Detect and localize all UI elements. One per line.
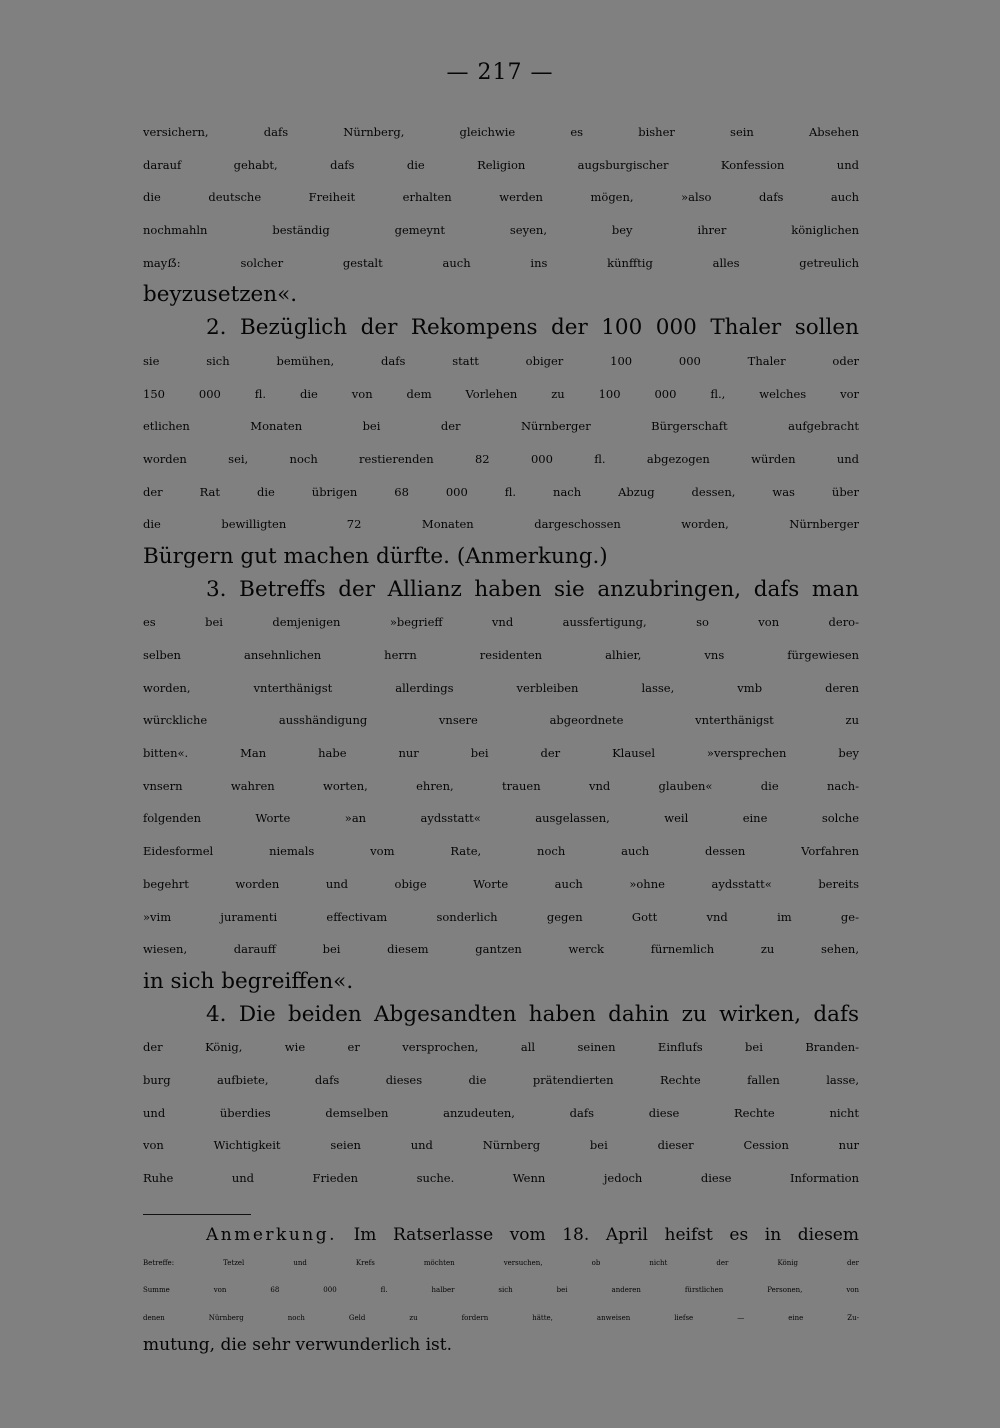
footnote-line (143, 1222, 859, 1250)
footnote-text: Im Ratserlasse vom 18. April heifst es in diesem (337, 1225, 859, 1245)
page-number: — 217 — (446, 60, 554, 85)
text-line: 4. Die beiden Abgesandten haben dahin zu wirken, dafs (206, 1001, 859, 1027)
text-line: Bürgern gut machen dürfte. (Anmerkung.) (143, 543, 608, 569)
text-line: in sich begreiffen«. (143, 968, 354, 994)
text-line: die deutsche Freiheit erhalten werden mögen, »also dafs auch (143, 190, 859, 205)
text-line: worden, vnterthänigst allerdings verbleiben lasse, vmb deren (143, 680, 859, 695)
text-line: Eidesformel niemals vom Rate, noch auch dessen Vorfahren (143, 844, 859, 859)
footnote-divider (143, 1214, 251, 1215)
text-line: darauf gehabt, dafs die Religion augsburgischer Konfession und (143, 157, 859, 172)
text-line: 3. Betreffs der Allianz haben sie anzubringen, dafs man (206, 576, 859, 602)
footnote-line: mutung, die sehr verwunderlich ist. (143, 1335, 452, 1355)
text-line: würckliche ausshändigung vnsere abgeordnete vnterthänigst zu (143, 713, 859, 728)
text-line: und überdies demselben anzudeuten, dafs diese Rechte nicht (143, 1105, 859, 1120)
footnote-line: Summe von 68 000 fl. halber sich bei anderen fürstlichen Personen, von (143, 1286, 859, 1294)
text-line: beyzusetzen«. (143, 282, 298, 308)
text-line: von Wichtigkeit seien und Nürnberg bei dieser Cession nur (143, 1138, 859, 1153)
footnote-label: Anmerkung. (206, 1225, 338, 1245)
text-line: sie sich bemühen, dafs statt obiger 100 000 Thaler oder (143, 353, 859, 368)
text-line: burg aufbiete, dafs dieses die prätendierten Rechte fallen lasse, (143, 1072, 859, 1087)
text-line: »vim juramenti effectivam sonderlich gegen Gott vnd im ge- (143, 909, 859, 924)
text-line: bitten«. Man habe nur bei der Klausel »versprechen bey (143, 746, 859, 761)
footnote-line: denen Nürnberg noch Geld zu fordern hätte, anweisen liefse — eine Zu- (143, 1313, 859, 1322)
text-line: 2. Bezüglich der Rekompens der 100 000 Thaler sollen (206, 315, 859, 341)
text-line: selben ansehnlichen herrn residenten alhier, vns fürgewiesen (143, 648, 859, 662)
footnote (143, 1222, 859, 1360)
text-line: die bewilligten 72 Monaten dargeschossen worden, Nürnberger (143, 517, 859, 532)
text-line: begehrt worden und obige Worte auch »ohne aydsstatt« bereits (143, 876, 859, 891)
text-line: vnsern wahren worten, ehren, trauen vnd glauben« die nach- (143, 778, 859, 793)
text-line: der Rat die übrigen 68 000 fl. nach Abzug dessen, was über (143, 484, 859, 499)
body-text (143, 116, 859, 1195)
text-line: worden sei, noch restierenden 82 000 fl. abgezogen würden und (143, 451, 859, 466)
text-line: etlichen Monaten bei der Nürnberger Bürgerschaft aufgebracht (143, 419, 859, 434)
text-line: wiesen, darauff bei diesem gantzen werck fürnemlich zu sehen, (143, 942, 859, 957)
text-line: es bei demjenigen »begrieff vnd aussfertigung, so von dero- (143, 615, 859, 630)
text-line: folgenden Worte »an aydsstatt« ausgelassen, weil eine solche (143, 811, 859, 826)
text-line: versichern, dafs Nürnberg, gleichwie es bisher sein Absehen (143, 125, 859, 139)
text-line: 150 000 fl. die von dem Vorlehen zu 100 000 fl., welches vor (143, 386, 859, 401)
text-line: nochmahln beständig gemeynt seyen, bey ihrer königlichen (143, 223, 859, 238)
text-line: Ruhe und Frieden suche. Wenn jedoch diese Information (143, 1171, 859, 1185)
text-line: mayẞ: solcher gestalt auch ins künfftig alles getreulich (143, 255, 859, 270)
footnote-line: Betreffe: Tetzel und Krefs möchten versuchen, ob nicht der König der (143, 1258, 859, 1267)
text-line: der König, wie er versprochen, all seinen Einflufs bei Branden- (143, 1040, 859, 1055)
